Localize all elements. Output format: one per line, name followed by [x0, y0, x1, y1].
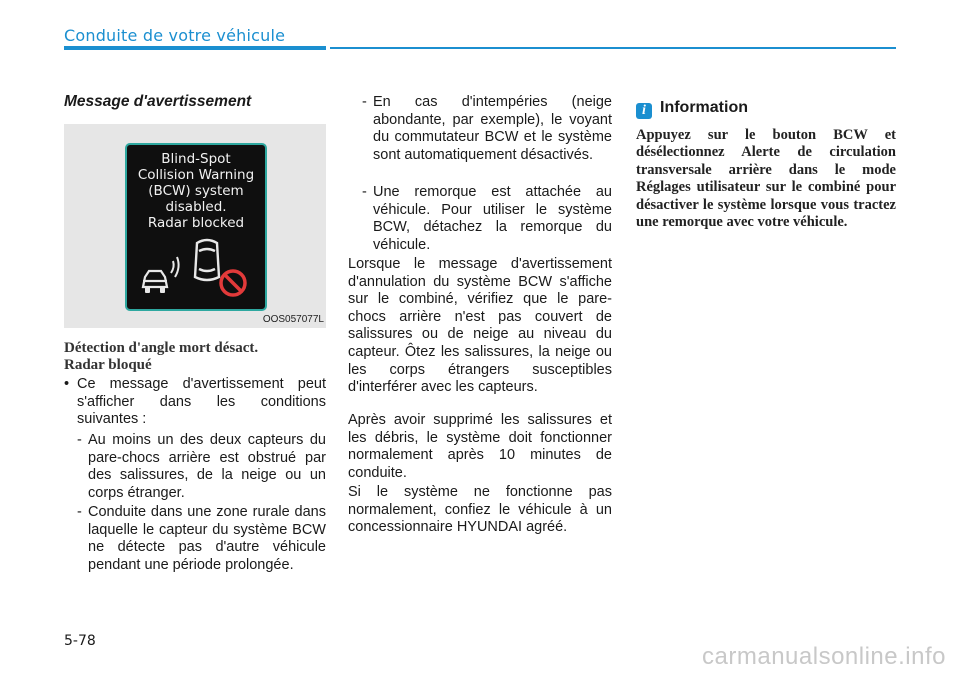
warning-figure [64, 124, 326, 328]
info-heading [636, 99, 748, 119]
radar-wave-icon [171, 257, 179, 277]
cluster-screen [125, 143, 267, 311]
bullet-mark: • [64, 376, 70, 392]
page-number: 5-78 [64, 633, 96, 649]
dash-mark: - [362, 94, 367, 110]
dash-mark: - [77, 504, 82, 520]
paragraph: Après avoir supprimé les salissures et les débris, le système doit fonctionner normalement après 10 minutes de conduite. [348, 412, 612, 481]
subtitle [64, 340, 326, 374]
screen-line: Collision Warning [137, 167, 255, 183]
dash-item [77, 432, 326, 502]
ego-car-icon [195, 240, 219, 280]
header-rule-thin [330, 47, 896, 49]
dash-text: Conduite dans une zone rurale dans laquelle le capteur du système BCW ne détecte pas d'autre véhicule pendant une période prolongée. [88, 504, 326, 573]
dash-text: Au moins un des deux capteurs du pare-chocs arrière est obstrué par des salissures, de la neige ou un corps étranger. [88, 432, 326, 501]
screen-line: disabled. [165, 199, 227, 215]
dash-mark: - [77, 432, 82, 448]
side-car-icon [143, 271, 167, 287]
radar-blocked-icon [137, 237, 255, 303]
dash-item [362, 184, 612, 254]
bullet-item [64, 376, 326, 429]
subtitle-line: Radar bloqué [64, 357, 152, 373]
header-title: Conduite de votre véhicule [64, 26, 286, 45]
screen-message [127, 151, 265, 231]
info-body: Appuyez sur le bouton BCW et désélectionnez Alerte de circulation transversale arrière dans le mode Réglages utilisateur sur le combiné pour désactiver le système lorsque vous tractez une remorque avec votre véhicule. [636, 127, 896, 231]
dash-text: En cas d'intempéries (neige abondante, par exemple), le voyant du commutateur BCW et le système sont automatiquement désactivés. [373, 94, 612, 163]
paragraph: Si le système ne fonctionne pas normalement, confiez le véhicule à un concessionnaire HYUNDAI agréé. [348, 484, 612, 536]
dash-item [77, 504, 326, 574]
screen-line: Radar blocked [147, 215, 245, 231]
screen-line: (BCW) system [148, 183, 244, 199]
watermark: carmanualsonline.info [702, 643, 946, 670]
dash-text: Une remorque est attachée au véhicule. Pour utiliser le système BCW, détachez la remorque du véhicule. [373, 184, 612, 253]
header-rule-thick [64, 46, 326, 50]
info-title: Information [660, 99, 748, 116]
screen-line: Blind-Spot [161, 151, 231, 167]
figure-code: OOS057077L [262, 314, 324, 325]
dash-item [362, 94, 612, 164]
section-title: Message d'avertissement [64, 93, 252, 110]
info-icon: i [636, 103, 652, 119]
dash-mark: - [362, 184, 367, 200]
subtitle-line: Détection d'angle mort désact. [64, 340, 259, 356]
paragraph: Lorsque le message d'avertissement d'annulation du système BCW s'affiche sur le combiné, vérifiez que le pare-chocs arrière n'est pas couvert de salissures ou de neige au niveau du capteur. Ôtez les salissures, la neige ou les corps étrangers susceptibles d'interférer avec les capteurs. [348, 256, 612, 396]
bullet-text: Ce message d'avertissement peut s'afficher dans les conditions suivantes : [77, 376, 326, 428]
blocked-sign-icon [221, 271, 245, 295]
